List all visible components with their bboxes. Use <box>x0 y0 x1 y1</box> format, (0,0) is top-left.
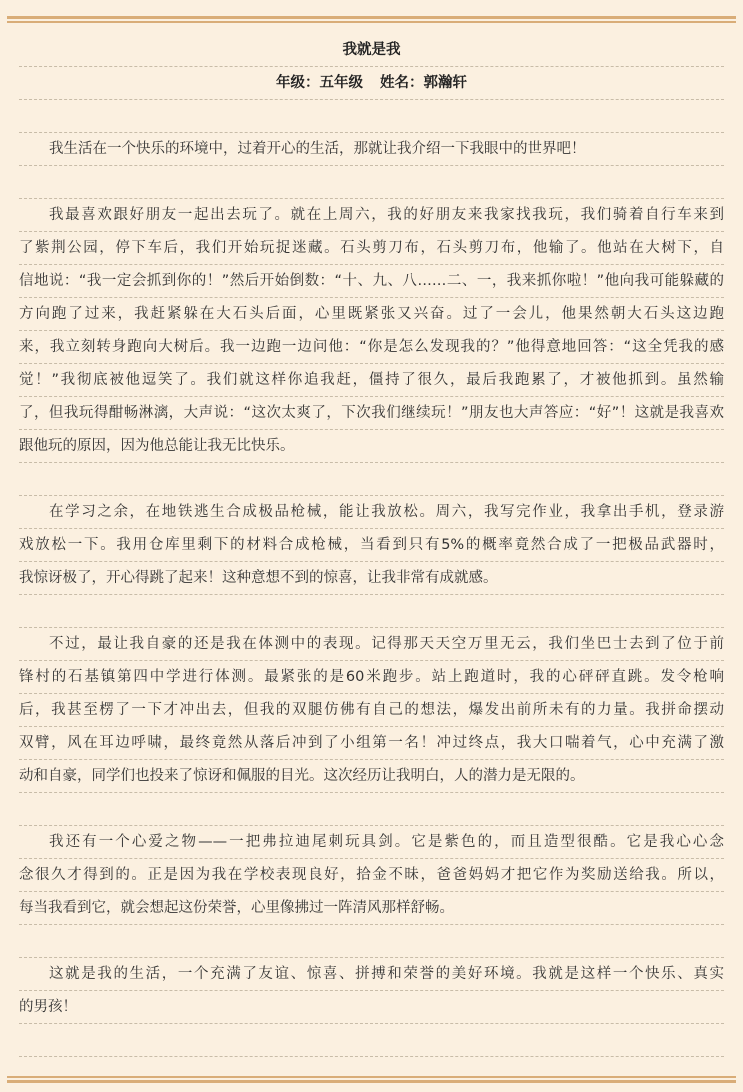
grade-label: 年级： <box>276 75 320 91</box>
paragraph-line: 双臂，风在耳边呼啸，最终竟然从落后冲到了小组第一名！冲过终点，我大口喘着气，心中充满了激 <box>19 727 724 760</box>
blank-ruled-line <box>19 100 724 133</box>
paragraph-line: 不过，最让我自豪的还是我在体测中的表现。记得那天天空万里无云，我们坐巴士去到了位于前 <box>19 628 724 661</box>
paragraph-line: 方向跑了过来，我赶紧躲在大石头后面，心里既紧张又兴奋。过了一会儿，他果然朝大石头这边跑 <box>19 298 724 331</box>
blank-ruled-line <box>19 595 724 628</box>
paragraph-line: 我生活在一个快乐的环境中，过着开心的生活，那就让我介绍一下我眼中的世界吧！ <box>19 133 724 166</box>
name-label: 姓名： <box>380 75 424 91</box>
paragraph-line: 的男孩！ <box>19 991 724 1024</box>
paragraph-line: 这就是我的生活，一个充满了友谊、惊喜、拼搏和荣誉的美好环境。我就是这样一个快乐、真实 <box>19 958 724 991</box>
essay-body <box>19 100 724 1057</box>
top-border-thick-line <box>7 16 736 19</box>
paragraph-line: 在学习之余，在地铁逃生合成极品枪械，能让我放松。周六，我写完作业，我拿出手机，登录游 <box>19 496 724 529</box>
paragraph-line: 我惊讶极了，开心得跳了起来！这种意想不到的惊喜，让我非常有成就感。 <box>19 562 724 595</box>
blank-ruled-line <box>19 1024 724 1057</box>
paragraph-line: 跟他玩的原因，因为他总能让我无比快乐。 <box>19 430 724 463</box>
paragraph-line: 戏放松一下。我用仓库里剩下的材料合成枪械，当看到只有5%的概率竟然合成了一把极品武器时， <box>19 529 724 562</box>
name-value: 郭瀚轩 <box>423 75 467 91</box>
paragraph-line: 动和自豪，同学们也投来了惊讶和佩服的目光。这次经历让我明白，人的潜力是无限的。 <box>19 760 724 793</box>
paragraph-line: 念很久才得到的。正是因为我在学校表现良好，拾金不昧，爸爸妈妈才把它作为奖励送给我。所以， <box>19 859 724 892</box>
paragraph-line: 觉！”我彻底被他逗笑了。我们就这样你追我赶，僵持了很久，最后我跑累了，才被他抓到。虽然输 <box>19 364 724 397</box>
blank-ruled-line <box>19 166 724 199</box>
essay-title: 我就是我 <box>19 34 724 67</box>
paragraph-line: 锋村的石基镇第四中学进行体测。最紧张的是60米跑步。站上跑道时，我的心砰砰直跳。发令枪响 <box>19 661 724 694</box>
top-border-thin-line <box>7 21 736 23</box>
paragraph-line: 信地说：“我一定会抓到你的！”然后开始倒数：“十、九、八……二、一，我来抓你啦！”他向我可能躲藏的 <box>19 265 724 298</box>
author-info <box>19 67 724 100</box>
paragraph-line: 我最喜欢跟好朋友一起出去玩了。就在上周六，我的好朋友来我家找我玩，我们骑着自行车来到 <box>19 199 724 232</box>
paragraph-line: 了紫荆公园，停下车后，我们开始玩捉迷藏。石头剪刀布，石头剪刀布，他输了。他站在大树下，自 <box>19 232 724 265</box>
paragraph-line: 了，但我玩得酣畅淋漓，大声说：“这次太爽了，下次我们继续玩！”朋友也大声答应：“好”！这就是我喜欢 <box>19 397 724 430</box>
paragraph-line: 每当我看到它，就会想起这份荣誉，心里像拂过一阵清风那样舒畅。 <box>19 892 724 925</box>
bottom-border-thin-line <box>7 1076 736 1078</box>
paragraph-line: 来，我立刻转身跑向大树后。我一边跑一边问他：“你是怎么发现我的？”他得意地回答：“这全凭我的感 <box>19 331 724 364</box>
paragraph-line: 后，我甚至楞了一下才冲出去，但我的双腿仿佛有自己的想法，爆发出前所未有的力量。我拼命摆动 <box>19 694 724 727</box>
blank-ruled-line <box>19 463 724 496</box>
bottom-border-thick-line <box>7 1080 736 1083</box>
essay-paper <box>19 34 724 1057</box>
paragraph-line: 我还有一个心爱之物——一把弗拉迪尾刺玩具剑。它是紫色的，而且造型很酷。它是我心心念 <box>19 826 724 859</box>
top-border <box>0 0 743 26</box>
grade-value: 五年级 <box>319 75 363 91</box>
blank-ruled-line <box>19 925 724 958</box>
bottom-border <box>0 1070 743 1092</box>
blank-ruled-line <box>19 793 724 826</box>
